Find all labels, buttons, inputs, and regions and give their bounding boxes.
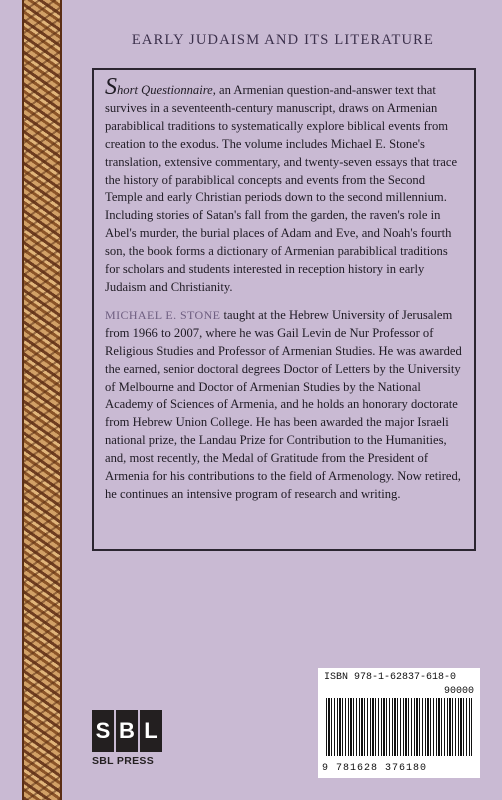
price-code: 90000 [443, 686, 474, 697]
series-title: EARLY JUDAISM AND ITS LITERATURE [131, 32, 435, 48]
isbn-number: ISBN 978-1-62837-618-0 [324, 672, 457, 683]
logo-letter-b: B [116, 710, 138, 752]
logo-letter-s: S [92, 710, 114, 752]
author-bio [105, 307, 463, 504]
logo-letters [92, 710, 170, 752]
braided-border-ornament [22, 0, 62, 800]
author-name: MICHAEL E. STONE [105, 307, 221, 322]
logo-letter-l: L [140, 710, 162, 752]
description-text: , an Armenian question-and-answer text that survives in a seventeenth-century manuscript, draws on Armenian parabiblical traditions to systematically explore biblical events from creation to the exodus. The volume includes Michael E. Stone's translation, extensive commentary, and twenty-seven essays that trace the history of parabiblical concepts and events from the Second Temple and early Christian periods down to the second millennium. Including stories of Satan's fall from the garden, the raven's role in Abel's murder, the burial places of Adam and Eve, and Noah's fourth son, the book forms a dictionary of Armenian parabiblical traditions for scholars and students interested in reception history in early Judaism and Christianity. [105, 83, 458, 294]
ean-digits: 9 781628 376180 [322, 763, 428, 774]
barcode-bars [326, 698, 472, 756]
book-description [105, 74, 463, 297]
book-title-italic: hort Questionnaire [117, 83, 213, 97]
bio-text: taught at the Hebrew University of Jerusalem from 1966 to 2007, where he was Gail Levin de Nur Professor of Religious Studies and Professor of Armenian Studies. He was awarded the earned, senior doctoral degrees Doctor of Letters by the University of Melbourne and Doctor of Armenian Studies by the National Academy of Sciences of Armenia, and he holds an honorary doctorate from Hebrew Union College. He has been awarded the major Israeli national prize, the Landau Prize for Contribution to the Humanities, and, most recently, the Medal of Gratitude from the President of Armenia for his contributions to the field of Armenology. Now retired, he continues an intensive program of research and writing. [105, 307, 462, 501]
back-cover-text-box [92, 68, 476, 551]
drop-cap: S [105, 74, 117, 100]
sbl-press-logo [92, 710, 170, 790]
publisher-name: SBL PRESS [92, 755, 155, 767]
isbn-barcode [318, 668, 480, 778]
